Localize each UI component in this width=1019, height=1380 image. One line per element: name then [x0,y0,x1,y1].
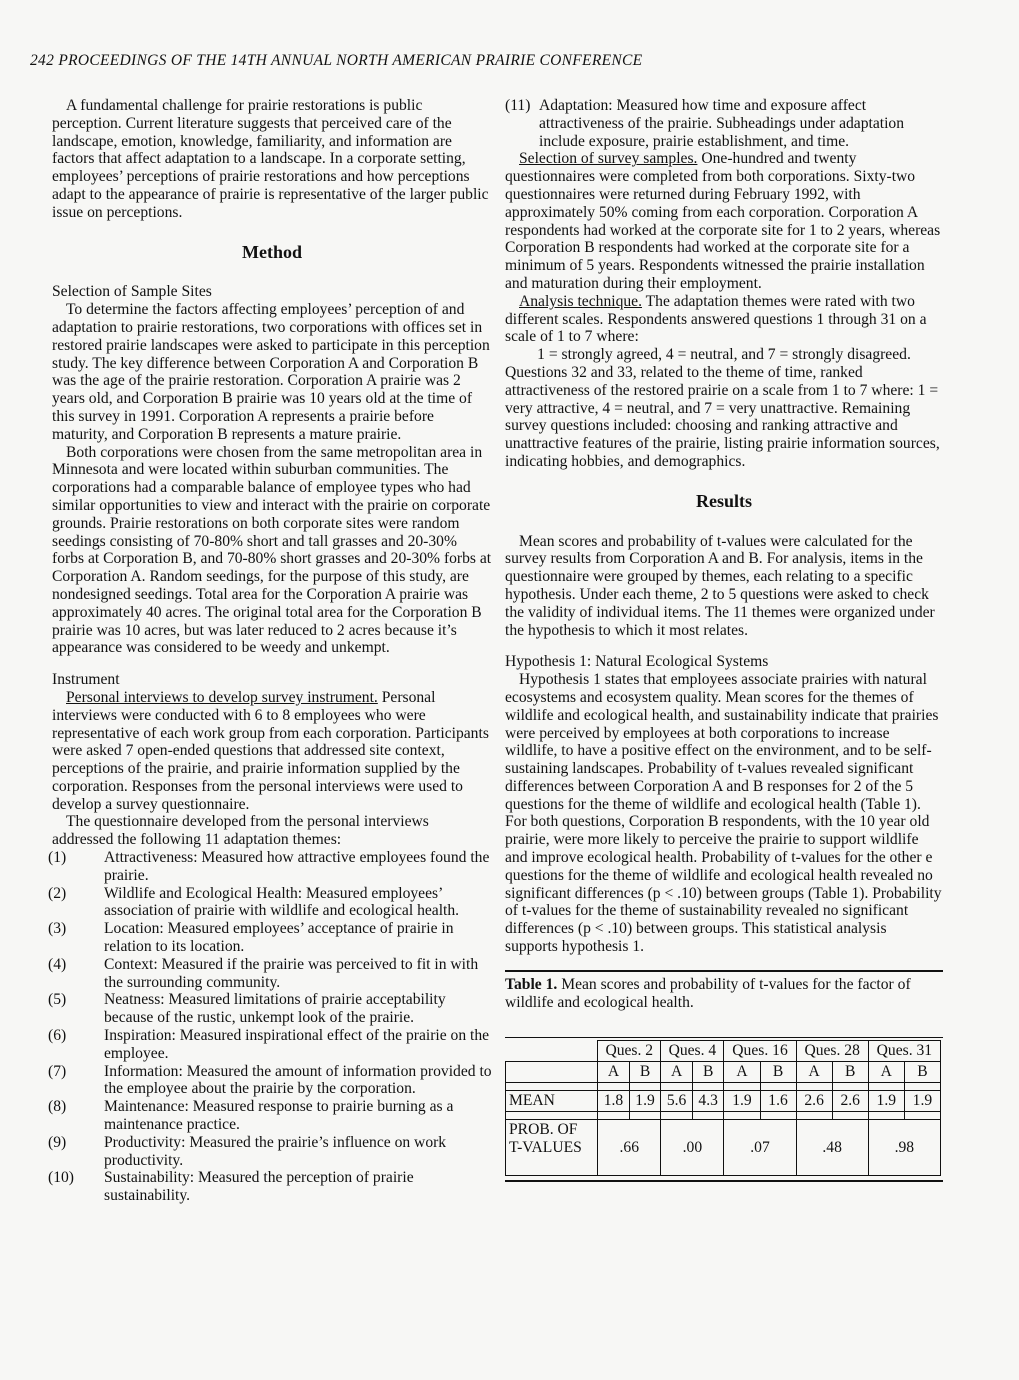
sites-heading: Selection of Sample Sites [52,283,212,301]
table-spacer-row [506,1083,941,1091]
sites-paragraph-1: To determine the factors affecting employees’ perception of and adaptation to prairie restorations, two corporations with offices set in restored prairie landscapes were asked to participate in this perception study. The key difference between Corporation A and Corporation B was the age of the prairie restoration. Corporation A prairie was 2 years old, and Corporation B prairie was 10 years old at the time of this survey in 1991. Corporation A represents a prairie before maturity, and Corporation B represents a mature prairie. [52,301,490,443]
theme-item [48,849,492,885]
method-heading: Method [242,241,302,262]
theme-text: Information: Measured the amount of information provided to the employee about the prairie by the corporation. [104,1062,492,1098]
table-corner-cell [506,1041,598,1062]
mean-cell: 2.6 [832,1091,868,1112]
intro-paragraph: A fundamental challenge for prairie restorations is public perception. Current literature suggests that perceived care of the landscape, emotion, knowledge, familiarity, and information are factors that affect adaptation to a landscape. In a corporate setting, employees’ perceptions of prairie restorations and how perceptions adapt to the appearance of prairie is representative of the larger public issue on perceptions. [52,97,489,221]
hypothesis-1-paragraph: Hypothesis 1 states that employees associate prairies with natural ecosystems and ecosystem quality. Mean scores for the themes of wildlife and ecological health, and sustainability indicate that prairies were perceived by employees at both corporations to increase wildlife, to have a positive effect on the environment, and to be self-sustaining landscapes. Probability of t-values revealed significant differences between Corporation A and B responses for 2 of the 5 questions for the theme of wildlife and ecological health (Table 1). For both questions, Corporation B respondents, with the 10 year old prairie, were more likely to perceive the prairie to support wildlife and improve ecological health. Probability of t-values for the other e questions for the theme of wildlife and ecological health revealed no significant differences (p < .10) between groups (Table 1). Probability of t-values for the theme of sustainability revealed no significant differences (p < .10) between groups. This statistical analysis supports hypothesis 1. [505,671,942,956]
table-empty-cell [692,1111,724,1119]
row-label: MEAN [506,1091,598,1112]
table-header-row [506,1041,941,1062]
mean-cell: 1.6 [760,1091,796,1112]
theme-text: Location: Measured employees’ acceptance of prairie in relation to its location. [104,920,454,956]
theme-number: (3) [48,920,67,938]
interviews-paragraph [52,689,492,814]
mean-cell: 2.6 [796,1091,832,1112]
theme-text: Sustainability: Measured the perception of prairie sustainability. [104,1169,414,1205]
sites-paragraph-2: Both corporations were chosen from the same metropolitan area in Minnesota and were located within suburban communities. The corporations had a comparable balance of employee types who had similar opportunities to view and interact with the prairie on corporate grounds. Prairie restorations on both corporate sites were random seedings consisting of 70-80% short and tall grasses and 20-30% forbs at Corporation B, and 70-80% short grasses and 20-30% forbs at Corporation A. Random seedings, for the purpose of this study, are nondesigned seedings. Total area for the Corporation A prairie was approximately 40 acres. The original total area for the Corporation B prairie was 10 acres, but was later reduced to 2 acres because it’s appearance was considered to be weedy and unkempt. [52,443,492,657]
table-spacer-row [506,1111,941,1119]
theme-number: (1) [48,849,67,867]
theme-list [48,849,492,1205]
table-empty-cell [832,1083,868,1091]
group-cell: A [868,1062,904,1083]
results-heading: Results [695,490,752,511]
table-empty-cell [629,1083,661,1091]
group-cell: A [724,1062,760,1083]
table-empty-cell [796,1111,832,1119]
prob-cell: .07 [724,1119,796,1175]
hypothesis-1-heading: Hypothesis 1: Natural Ecological Systems [505,653,769,671]
data-table [505,1040,941,1176]
prob-cell: .66 [598,1119,661,1175]
table-empty-cell [796,1083,832,1091]
table-empty-cell [506,1083,598,1091]
table-empty-cell [724,1083,760,1091]
group-cell: B [692,1062,724,1083]
theme-text: Adaptation: Measured how time and exposure affect attractiveness of the prairie. Subheadings under adaptation include exposure, prairie establishment, and time. [539,97,905,150]
group-cell: A [796,1062,832,1083]
table-empty-cell [598,1111,630,1119]
instrument-heading: Instrument [52,671,120,689]
theme-item [48,1169,492,1205]
theme-item [48,1027,492,1063]
theme-item [48,1098,492,1134]
right-column [505,97,943,1182]
theme-item [48,991,492,1027]
theme-text: Wildlife and Ecological Health: Measured employees’ association of prairie with wildlife and ecological health. [104,884,460,920]
table-prob-row [506,1119,941,1175]
theme-number: (5) [48,991,67,1009]
table-caption [505,970,943,1012]
table-empty-cell [760,1111,796,1119]
group-cell: B [832,1062,868,1083]
table-empty-cell [868,1083,904,1091]
table-mean-row [506,1091,941,1112]
left-column [48,97,492,1205]
group-cell: B [629,1062,661,1083]
table-caption-text: Mean scores and probability of t-values for the factor of wildlife and ecological health. [505,975,911,1011]
theme-number: (2) [48,884,67,902]
analysis-paragraph [505,293,943,346]
theme-number: (10) [48,1169,74,1187]
table-empty-cell [692,1083,724,1091]
theme-number: (8) [48,1098,67,1116]
table-empty-cell [661,1083,693,1091]
theme-item [505,97,943,150]
table-empty-cell [661,1111,693,1119]
table-column-header: Ques. 28 [796,1041,868,1062]
theme-text: Context: Measured if the prairie was perceived to fit in with the surrounding community. [104,955,479,991]
table-empty-cell [832,1111,868,1119]
theme-number: (4) [48,955,67,973]
table-empty-cell [904,1111,940,1119]
group-cell: B [904,1062,940,1083]
theme-item [48,1062,492,1099]
analysis-paragraph-2: Questions 32 and 33, related to the theme of time, ranked attractiveness of the restored prairie on a scale from 1 to 7 where: 1 = very attractive, 4 = neutral, and 7 = very unattractive. Remaining survey questions included: choosing and ranking attractive and unattractive features of the prairie, listing prairie information sources, indicating hobbies, and demographics. [505,363,940,470]
questionnaire-intro: The questionnaire developed from the personal interviews addressed the following 11 adaptation themes: [52,813,429,849]
mean-cell: 4.3 [692,1091,724,1112]
table-column-header: Ques. 2 [598,1041,661,1062]
row-label-line: PROB. OF [509,1120,578,1138]
table-caption-label: Table 1. [505,975,558,993]
theme-text: Maintenance: Measured response to prairie burning as a maintenance practice. [104,1098,454,1134]
theme-item [48,920,492,956]
theme-text: Inspiration: Measured inspirational effect of the prairie on the employee. [104,1027,490,1062]
table-1 [505,1037,943,1182]
mean-cell: 5.6 [661,1091,693,1112]
mean-cell: 1.9 [724,1091,760,1112]
theme-text: Productivity: Measured the prairie’s influence on work productivity. [104,1133,447,1169]
results-paragraph: Mean scores and probability of t-values were calculated for the survey results from Corporation A and B. For analysis, items in the questionnaire were grouped by themes, each relating to a specific hypothesis. Under each theme, 2 to 5 questions were asked to check the validity of individual items. The 11 themes were organized under the hypothesis to which it most relates. [505,532,935,639]
theme-number: (7) [48,1062,67,1080]
interviews-text: Personal interviews were conducted with 6 to 8 employees who were representative of each work group from each corporation. Participants were asked 7 open-ended questions that addressed site context, perceptions of the prairie, and prairie information supplied by the corporation. Responses from the personal interviews were used to develop a survey questionnaire. [52,688,489,813]
prob-cell: .00 [661,1119,724,1175]
table-empty-cell [506,1062,598,1083]
theme-item [48,1133,492,1170]
group-cell: A [661,1062,693,1083]
theme-text: Attractiveness: Measured how attractive employees found the prairie. [104,849,490,884]
running-head: 242 PROCEEDINGS OF THE 14TH ANNUAL NORTH AMERICAN PRAIRIE CONFERENCE [30,52,643,69]
table-empty-cell [760,1083,796,1091]
theme-list-continued [505,97,943,150]
scale-definition: 1 = strongly agreed, 4 = neutral, and 7 = strongly disagreed. [537,346,911,364]
mean-cell: 1.8 [598,1091,630,1112]
group-cell: B [760,1062,796,1083]
group-cell: A [598,1062,630,1083]
theme-number: (11) [505,97,531,114]
row-label-line: T-VALUES [509,1138,582,1156]
samples-paragraph [505,150,943,292]
samples-label: Selection of survey samples. [519,150,698,168]
table-column-header: Ques. 31 [868,1041,940,1062]
table-column-header: Ques. 16 [724,1041,796,1062]
theme-number: (6) [48,1027,67,1045]
table-empty-cell [724,1111,760,1119]
row-label [506,1119,598,1175]
table-empty-cell [629,1111,661,1119]
table-empty-cell [868,1111,904,1119]
table-empty-cell [904,1083,940,1091]
analysis-text: The adaptation themes were rated with two different scales. Respondents answered questions 1 through 31 on a scale of 1 to 7 where: [505,292,927,346]
analysis-label: Analysis technique. [519,292,642,310]
mean-cell: 1.9 [868,1091,904,1112]
table-empty-cell [598,1083,630,1091]
mean-cell: 1.9 [629,1091,661,1112]
interviews-label: Personal interviews to develop survey instrument. [66,688,378,706]
table-column-header: Ques. 4 [661,1041,724,1062]
theme-item [48,884,492,921]
mean-cell: 1.9 [904,1091,940,1112]
prob-cell: .48 [796,1119,868,1175]
table-empty-cell [506,1111,598,1119]
prob-cell: .98 [868,1119,940,1175]
theme-item [48,955,492,992]
table-group-row [506,1062,941,1083]
samples-text: One-hundred and twenty questionnaires were completed from both corporations. Sixty-two questionnaires were returned during February 1992, with approximately 50% coming from each corporation. Corporation A respondents had worked at the corporate site for 1 to 2 years, whereas Corporation B respondents had worked at the corporate site for a minimum of 5 years. Respondents witnessed the prairie installation and maturation during their employment. [505,150,941,292]
theme-number: (9) [48,1133,67,1151]
theme-text: Neatness: Measured limitations of prairie acceptability because of the rustic, unkempt look of the prairie. [104,991,446,1027]
